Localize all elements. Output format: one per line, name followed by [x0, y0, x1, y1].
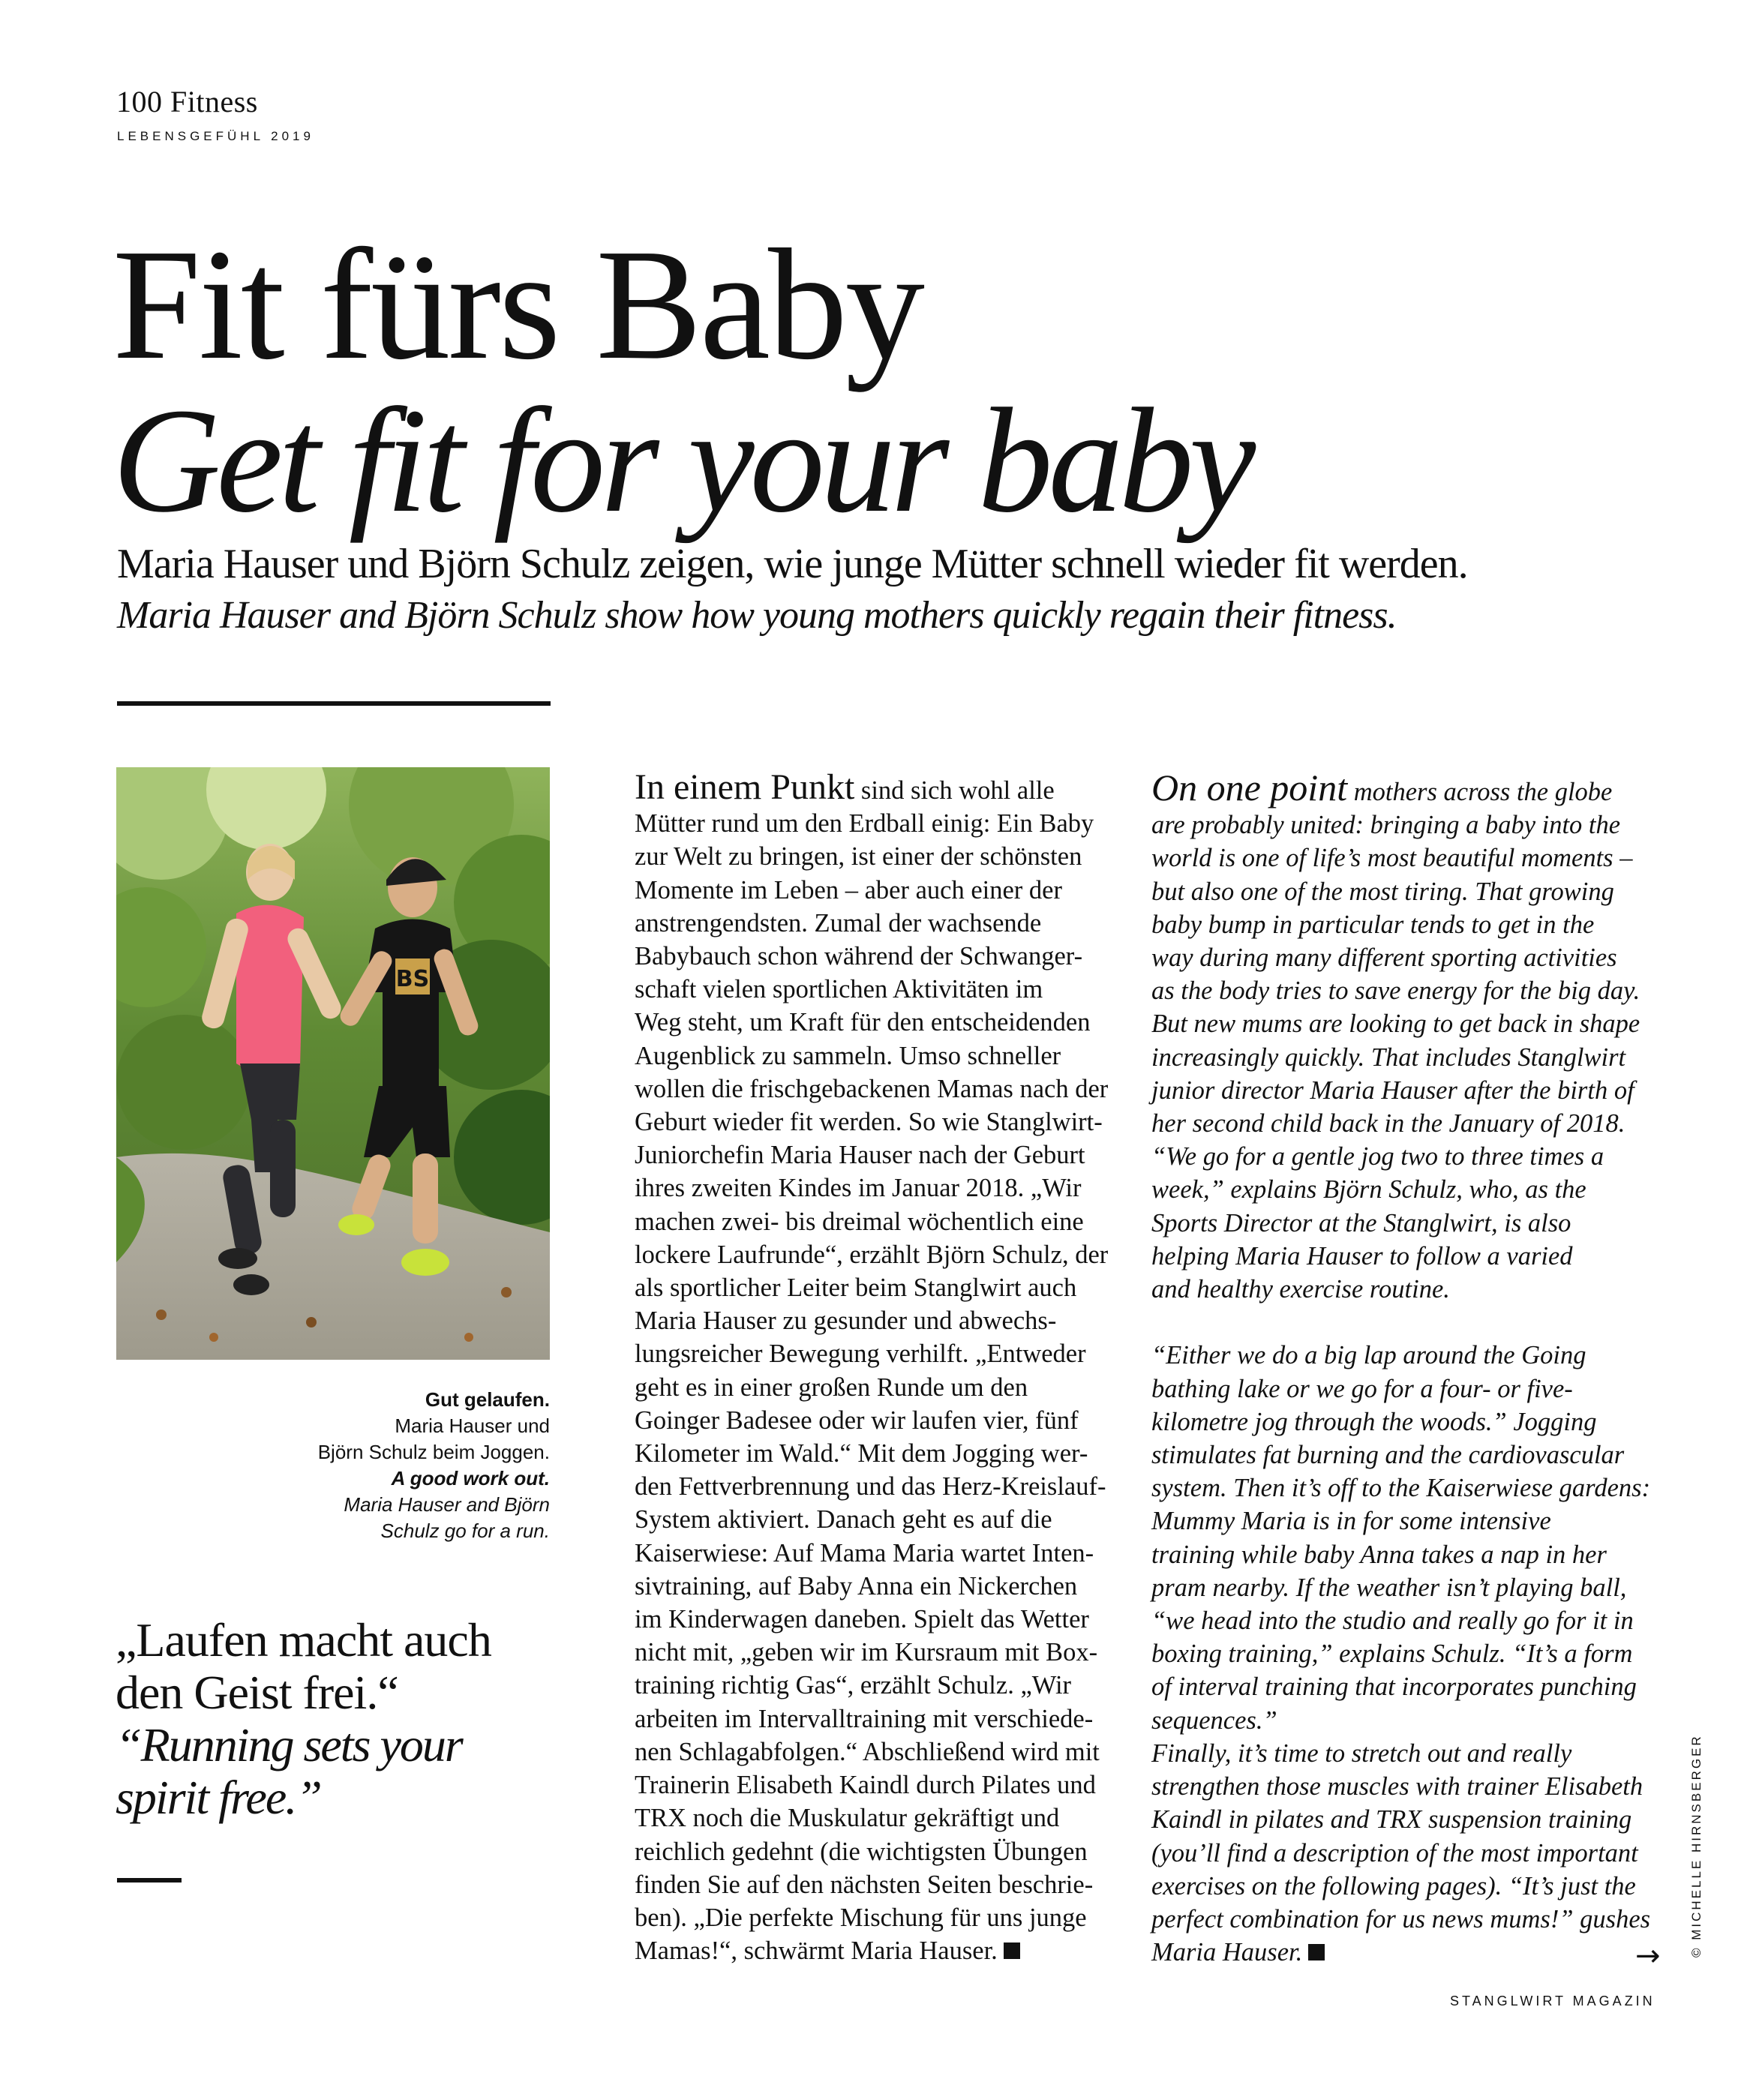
article-line: anstrengendsten. Zumal der wachsende — [635, 908, 1042, 938]
article-line: her second child back in the January of 2018. — [1151, 1109, 1625, 1138]
article-line: finden Sie auf den nächsten Seiten beschrie- — [635, 1870, 1094, 1899]
article-line: perfect combination for us news mums!” gushes — [1151, 1904, 1651, 1934]
article-line: lungsreicher Bewegung verhilft. „Entweder — [635, 1340, 1086, 1369]
article-line: as the body tries to save energy for the big day. — [1151, 976, 1640, 1006]
article-line: increasingly quickly. That includes Stanglwirt — [1151, 1042, 1626, 1072]
article-line — [1151, 1306, 1650, 1339]
article-lead-german: In einem Punkt — [635, 767, 855, 807]
article-line: “Either we do a big lap around the Going — [1151, 1341, 1586, 1370]
article-line: im Kinderwagen daneben. Spielt das Wetter — [635, 1605, 1089, 1634]
article-line: are probably united: bringing a baby into the — [1151, 811, 1621, 840]
article-line: zur Welt zu bringen, ist einer der schönsten — [635, 842, 1082, 872]
end-mark — [1308, 1944, 1325, 1960]
article-line: nicht mit, „geben wir im Kursraum mit Box- — [635, 1638, 1098, 1667]
article-line: Mütter rund um den Erdball einig: Ein Baby — [635, 809, 1094, 838]
quote-english-line: “Running sets your — [116, 1718, 462, 1772]
pull-quote — [116, 1614, 566, 1824]
quote-german-line: den Geist frei.“ — [116, 1666, 398, 1719]
article-line: Weg steht, um Kraft für den entscheidenden — [635, 1008, 1091, 1037]
article-line: stimulates fat burning and the cardiovascular — [1151, 1441, 1625, 1470]
quote-english-line: spirit free.” — [116, 1771, 321, 1824]
article-line: kilometre jog through the woods.” Jogging — [1151, 1407, 1597, 1436]
subheadline-english: Maria Hauser and Björn Schulz show how young mothers quickly regain their fitness. — [117, 594, 1397, 637]
issue-label: LEBENSGEFÜHL 2019 — [117, 129, 314, 143]
page-number: 100 — [116, 85, 163, 118]
article-line: exercises on the following pages). “It’s just the — [1151, 1871, 1636, 1900]
caption-title-english: A good work out. — [391, 1467, 550, 1490]
article-line: way during many different sporting activities — [1151, 944, 1617, 973]
article-line: Kilometer im Wald.“ Mit dem Jogging wer- — [635, 1439, 1088, 1468]
article-line: sivtraining, auf Baby Anna ein Nickerchen — [635, 1571, 1078, 1600]
article-line: reichlich gedehnt (die wichtigsten Übungen — [635, 1837, 1088, 1866]
shirt-logo-text: BS — [395, 966, 430, 992]
article-line: boxing training,” explains Schulz. “It’s a form — [1151, 1640, 1633, 1669]
article-line: sequences.” — [1151, 1706, 1277, 1735]
article-line: Juniorchefin Maria Hauser nach der Geburt — [635, 1141, 1085, 1170]
article-line: training richtig Gas“, erzählt Schulz. „Wir — [635, 1671, 1072, 1700]
article-line: Maria Hauser zu gesunder und abwechs- — [635, 1306, 1057, 1336]
caption-line: Schulz go for a run. — [380, 1520, 550, 1542]
article-line: Kaiserwiese: Auf Mama Maria wartet Inten- — [635, 1538, 1094, 1568]
quote-rule — [117, 1878, 182, 1882]
article-line: (you’ll find a description of the most important — [1151, 1838, 1638, 1868]
article-line: Mamas!“, schwärmt Maria Hauser. — [635, 1934, 1108, 1967]
article-line: week,” explains Björn Schulz, who, as the — [1151, 1175, 1586, 1204]
photo-credit: © MICHELLE HIRNSBERGER — [1689, 1734, 1703, 1958]
article-line: machen zwei- bis dreimal wöchentlich eine — [635, 1207, 1084, 1236]
article-line: “we head into the studio and really go for it in — [1151, 1606, 1634, 1636]
article-line: Trainerin Elisabeth Kaindl durch Pilates und — [635, 1771, 1096, 1800]
article-line: Mummy Maria is in for some intensive — [1151, 1507, 1551, 1536]
jogging-photo — [116, 767, 550, 1360]
article-line: On one point mothers across the globe — [1151, 766, 1613, 808]
article-line: Maria Hauser. — [1151, 1936, 1650, 1969]
article-line: Sports Director at the Stanglwirt, is also — [1151, 1208, 1571, 1238]
article-line: Augenblick zu sammeln. Umso schneller — [635, 1041, 1061, 1070]
headline-german: Fit fürs Baby — [113, 216, 923, 392]
article-line: But new mums are looking to get back in shape — [1151, 1010, 1640, 1039]
article-line: but also one of the most tiring. That growing — [1151, 877, 1614, 906]
article-line: nen Schlagabfolgen.“ Abschließend wird mit — [635, 1737, 1100, 1766]
article-line: bathing lake or we go for a four- or five- — [1151, 1374, 1573, 1403]
article-line: Babybauch schon während der Schwanger- — [635, 942, 1083, 971]
article-line: TRX noch die Muskulatur gekräftigt und — [635, 1804, 1060, 1833]
page-header — [116, 84, 258, 119]
article-line: and healthy exercise routine. — [1151, 1275, 1450, 1304]
article-line: ben). „Die perfekte Mischung für uns junge — [635, 1903, 1087, 1932]
headline-english: Get fit for your baby — [113, 378, 1252, 544]
caption-line: Maria Hauser und — [395, 1414, 550, 1437]
end-mark — [1004, 1942, 1020, 1959]
article-line: Finally, it’s time to stretch out and really — [1151, 1738, 1572, 1768]
article-line: “We go for a gentle jog two to three times a — [1151, 1142, 1604, 1172]
article-line: pram nearby. If the weather isn’t playing ball, — [1151, 1573, 1627, 1602]
article-german — [635, 767, 1109, 1967]
article-english — [1151, 766, 1651, 1969]
caption-line: Björn Schulz beim Joggen. — [317, 1441, 550, 1463]
article-line: arbeiten im Intervalltraining mit verschiede- — [635, 1704, 1094, 1733]
article-line: baby bump in particular tends to get in the — [1151, 910, 1595, 939]
subheadline-german: Maria Hauser und Björn Schulz zeigen, wie junge Mütter schnell wieder fit werden. — [117, 541, 1468, 587]
article-line: In einem Punkt sind sich wohl alle — [635, 767, 1055, 807]
article-line: world is one of life’s most beautiful moments – — [1151, 844, 1633, 873]
article-line: als sportlicher Leiter beim Stanglwirt auch — [635, 1274, 1077, 1303]
article-line: System aktiviert. Danach geht es auf die — [635, 1505, 1052, 1534]
article-line: strengthen those muscles with trainer Elisabeth — [1151, 1772, 1643, 1802]
article-line: system. Then it’s off to the Kaiserwiese gardens: — [1151, 1474, 1651, 1503]
article-line: helping Maria Hauser to follow a varied — [1151, 1241, 1573, 1270]
caption-line: Maria Hauser and Björn — [344, 1493, 550, 1516]
article-line: junior director Maria Hauser after the birth of — [1151, 1076, 1634, 1105]
next-page-arrow-icon[interactable]: → — [1635, 1939, 1661, 1973]
quote-german-line: „Laufen macht auch — [116, 1613, 491, 1666]
article-line: Kaindl in pilates and TRX suspension training — [1151, 1805, 1632, 1834]
divider-rule — [117, 701, 551, 706]
magazine-name: STANGLWIRT MAGAZIN — [1450, 1994, 1655, 2008]
article-line: den Fettverbrennung und das Herz-Kreislauf- — [635, 1472, 1106, 1502]
article-line: ihres zweiten Kindes im Januar 2018. „Wir — [635, 1174, 1082, 1203]
photo-caption — [225, 1387, 550, 1544]
caption-title-german: Gut gelaufen. — [425, 1388, 550, 1411]
article-line: schaft vielen sportlichen Aktivitäten im — [635, 975, 1043, 1004]
article-lead-english: On one point — [1151, 766, 1348, 808]
article-line: geht es in einer großen Runde um den — [635, 1372, 1028, 1402]
article-line: of interval training that incorporates punching — [1151, 1672, 1637, 1702]
section-name: Fitness — [170, 85, 258, 118]
article-line: Momente im Leben – aber auch einer der — [635, 875, 1062, 904]
article-line: training while baby Anna takes a nap in her — [1151, 1540, 1607, 1569]
article-line: Geburt wieder fit werden. So wie Stanglwirt- — [635, 1108, 1103, 1137]
article-line: Goinger Badesee oder wir laufen vier, fünf — [635, 1406, 1079, 1435]
article-line: wollen die frischgebackenen Mamas nach der — [635, 1074, 1109, 1103]
article-line: lockere Laufrunde“, erzählt Björn Schulz, der — [635, 1240, 1109, 1269]
